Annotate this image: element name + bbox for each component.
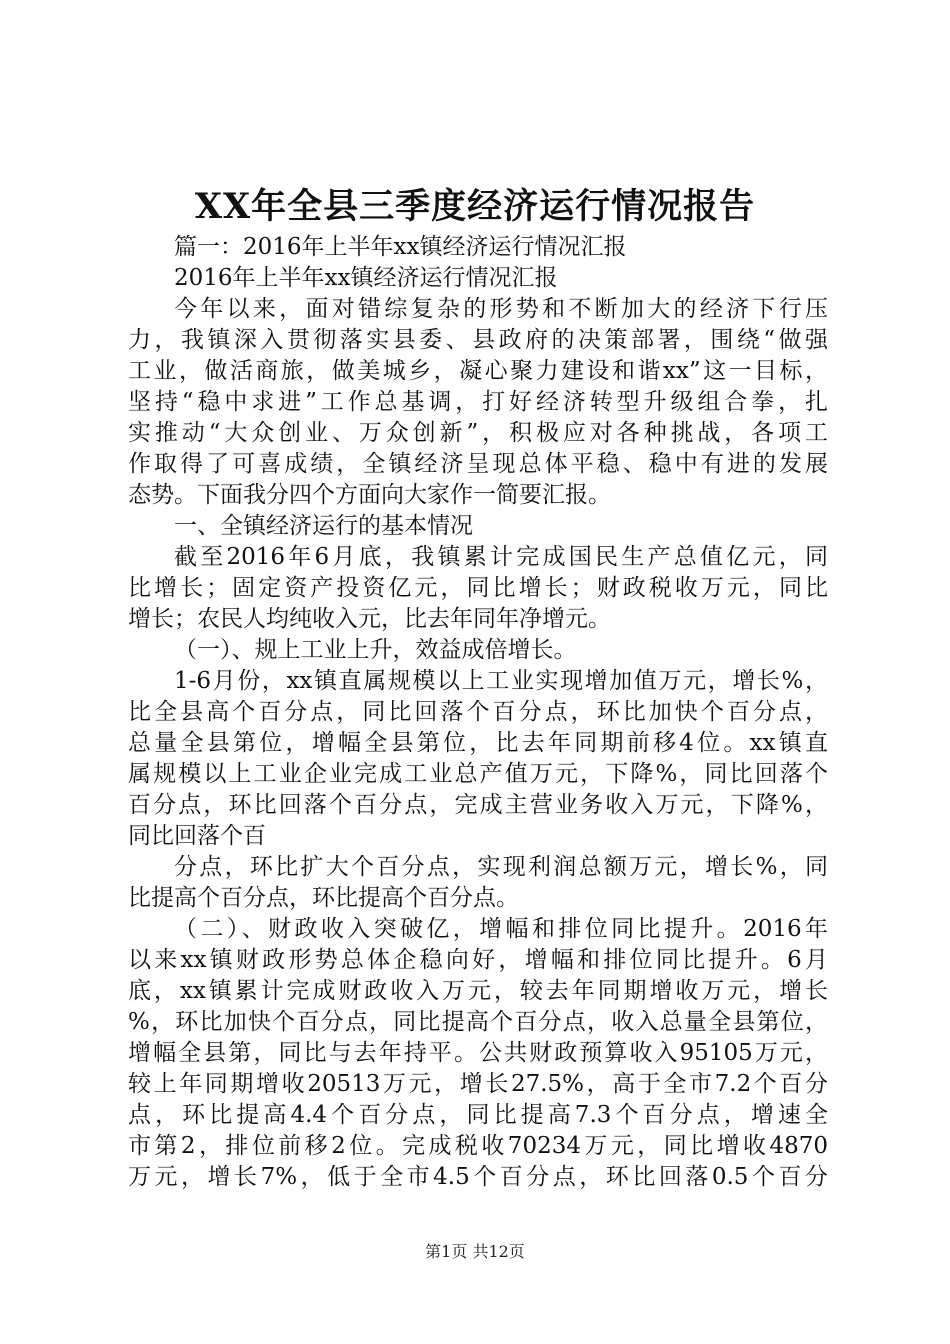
body-text-line: 截至2016年6月底，我镇累计完成国民生产总值亿元，同 (174, 544, 828, 570)
body-text-line: 一、全镇经济运行的基本情况 (174, 513, 473, 539)
body-text-line: 1-6月份，xx镇直属规模以上工业实现增加值万元，增长%， (174, 668, 828, 694)
document-body (128, 232, 828, 1193)
body-text-line: 工业，做活商旅，做美城乡，凝心聚力建设和谐xx”这一目标， (128, 358, 828, 384)
body-text-line: 点，环比提高4.4个百分点，同比提高7.3个百分点，增速全 (128, 1102, 828, 1128)
body-text-line: 作取得了可喜成绩，全镇经济呈现总体平稳、稳中有进的发展 (128, 451, 828, 477)
body-text-line: 力，我镇深入贯彻落实县委、县政府的决策部署，围绕“做强 (128, 327, 828, 353)
body-text-line: 增幅全县第，同比与去年持平。公共财政预算收入95105万元， (128, 1040, 828, 1066)
body-text-line: 今年以来，面对错综复杂的形势和不断加大的经济下行压 (174, 296, 828, 322)
body-text-line: 增长；农民人均纯收入元，比去年同年净增元。 (128, 606, 611, 632)
body-text-line: 属规模以上工业企业完成工业总产值万元，下降%，同比回落个 (128, 761, 828, 787)
body-text-line: 态势。下面我分四个方面向大家作一简要汇报。 (128, 482, 611, 508)
body-text-line: （一）、规上工业上升，效益成倍增长。 (174, 637, 577, 663)
body-text-line: 同比回落个百 (128, 823, 266, 849)
body-text-line: 2016年上半年xx镇经济运行情况汇报 (174, 265, 558, 291)
body-text-line: 比增长；固定资产投资亿元，同比增长；财政税收万元，同比 (128, 575, 828, 601)
body-text-line: 百分点，环比回落个百分点，完成主营业务收入万元，下降%， (128, 792, 828, 818)
body-text-line: （二）、财政收入突破亿，增幅和排位同比提升。2016年 (174, 916, 828, 942)
body-text-line: 比提高个百分点，环比提高个百分点。 (128, 885, 519, 911)
body-text-line: 比全县高个百分点，同比回落个百分点，环比加快个百分点， (128, 699, 828, 725)
body-text-line: 底，xx镇累计完成财政收入万元，较去年同期增收万元，增长 (128, 978, 828, 1004)
body-text-line: 总量全县第位，增幅全县第位，比去年同期前移4位。xx镇直 (128, 730, 828, 756)
page-footer: 第1页 共12页 (425, 1242, 525, 1261)
body-text-line: 市第2，排位前移2位。完成税收70234万元，同比增收4870 (128, 1133, 828, 1159)
body-text-line: %，环比加快个百分点，同比提高个百分点，收入总量全县第位， (128, 1009, 828, 1035)
body-text-line: 分点，环比扩大个百分点，实现利润总额万元，增长%，同 (174, 854, 828, 880)
body-text-line: 篇一：2016年上半年xx镇经济运行情况汇报 (174, 234, 627, 260)
body-text-line: 以来xx镇财政形势总体企稳向好，增幅和排位同比提升。6月 (128, 947, 828, 973)
body-text-line: 较上年同期增收20513万元，增长27.5%，高于全市7.2个百分 (128, 1071, 828, 1097)
body-text-line: 万元，增长7%，低于全市4.5个百分点，环比回落0.5个百分 (128, 1164, 828, 1190)
document-title: XX年全县三季度经济运行情况报告 (194, 186, 756, 227)
body-text-line: 坚持“稳中求进”工作总基调，打好经济转型升级组合拳，扎 (128, 389, 828, 415)
body-text-line: 实推动“大众创业、万众创新”，积极应对各种挑战，各项工 (128, 420, 828, 446)
